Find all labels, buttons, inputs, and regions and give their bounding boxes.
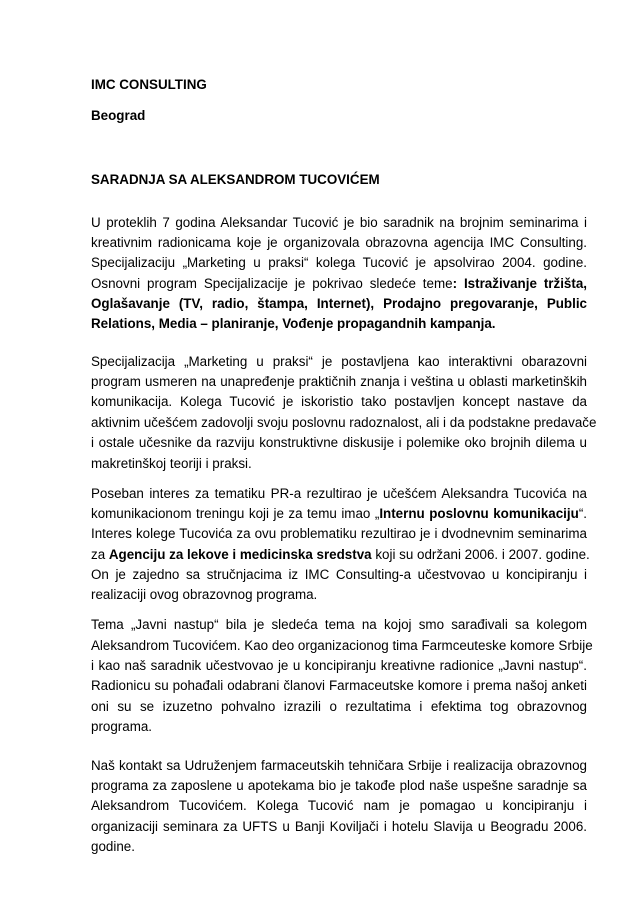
text-run: komunikacionom treningu koji je za temu imao „ [91,506,380,521]
text-line: Oglašavanje (TV, radio, štampa, Internet), Prodajno pregovaranje, Public [91,296,587,311]
text-run: koji su održani 2006. i 2007. godine. [371,547,590,562]
text-line: program usmeren na unapređenje praktičnih znanja i veština u oblasti marketinških [91,374,587,389]
text-line: i kao naš saradnik učestvovao je u koncipiranju kreativne radionice „Javni nastup“. [91,658,587,673]
text-line: programa. [91,719,153,734]
text-line: Radionicu su pohađali odabrani članovi Farmaceutske komore i prema našoj anketi [91,678,587,693]
text-line [91,546,590,564]
text-run: “. [578,506,587,521]
text-line: organizaciji seminara za UFTS u Banji Koviljači i hotelu Slavija u Beogradu 2006. [91,819,587,834]
text-line: Aleksandrom Tucovićem. Kao deo organizacionog tima Farmceuteske komore Srbije [91,638,593,653]
text-line: U proteklih 7 godina Aleksandar Tucović je bio saradnik na brojnim seminarima i [91,215,587,230]
city: Beograd [91,108,146,123]
text-line: On je zajedno sa stručnjacima iz IMC Consulting-a učestvovao u koncipiranju i [91,567,587,582]
text-line: Tema „Javni nastup“ bila je sledeća tema na kojoj smo sarađivali sa kolegom [91,617,587,632]
text-run: za [91,547,109,562]
text-line [91,275,587,293]
text-line: Relations, Media – planiranje, Vođenje propagandnih kampanja. [91,316,496,331]
text-line: i ostale učesnike da razviju konstruktivne diskusije i polemike oko brojnih dilema u [91,435,587,450]
text-run-bold: : Istraživanje tržišta, [452,276,587,291]
text-line: Aleksandrom Tucovićem. Kolega Tucović nam je pomagao u koncipiranju i [91,798,587,813]
text-line: Naš kontakt sa Udruženjem farmaceutskih tehničara Srbije i realizacija obrazovnog [91,758,587,773]
text-line [91,505,587,523]
document-title: SARADNJA SA ALEKSANDROM TUCOVIĆEM [91,172,380,187]
text-line: programa za zaposlene u apotekama bio je takođe plod naše uspešne saradnje sa [91,778,587,793]
text-run-bold: Internu poslovnu komunikaciju [379,506,579,521]
text-line: Interes kolege Tucovića za ovu problematiku rezultirao je i dvodnevnim seminarima [91,526,587,541]
text-run: Osnovni program Specijalizacije je pokrivao sledeće teme [91,276,453,291]
text-line: komunikacija. Kolega Tucović je iskoristio tako postavljen koncept nastave da [91,394,587,409]
text-line: Specijalizaciju „Marketing u praksi“ kolega Tucović je apsolvirao 2004. godine. [91,255,587,270]
text-line: aktivnim učešćem zadovolji svoju poslovnu radoznalost, ali i da podstakne predavače [91,415,597,430]
text-line: oni su se izuzetno pohvalno izrazili o rezultatima i efektima tog obrazovnog [91,699,587,714]
text-line: Specijalizacija „Marketing u praksi“ je postavljena kao interaktivni obarazovni [91,354,587,369]
text-run-bold: Agenciju za lekove i medicinska sredstva [108,547,372,562]
text-line: godine. [91,839,135,854]
text-line: realizaciji ovog obrazovnog programa. [91,587,318,602]
text-line: makretinškoj teoriji i praksi. [91,456,252,471]
text-line: Poseban interes za tematiku PR-a rezultirao je učešćem Aleksandra Tucovića na [91,486,587,501]
company-name: IMC CONSULTING [91,77,207,92]
text-line: kreativnim radionicama koje je organizovala obrazovna agencija IMC Consulting. [91,235,587,250]
